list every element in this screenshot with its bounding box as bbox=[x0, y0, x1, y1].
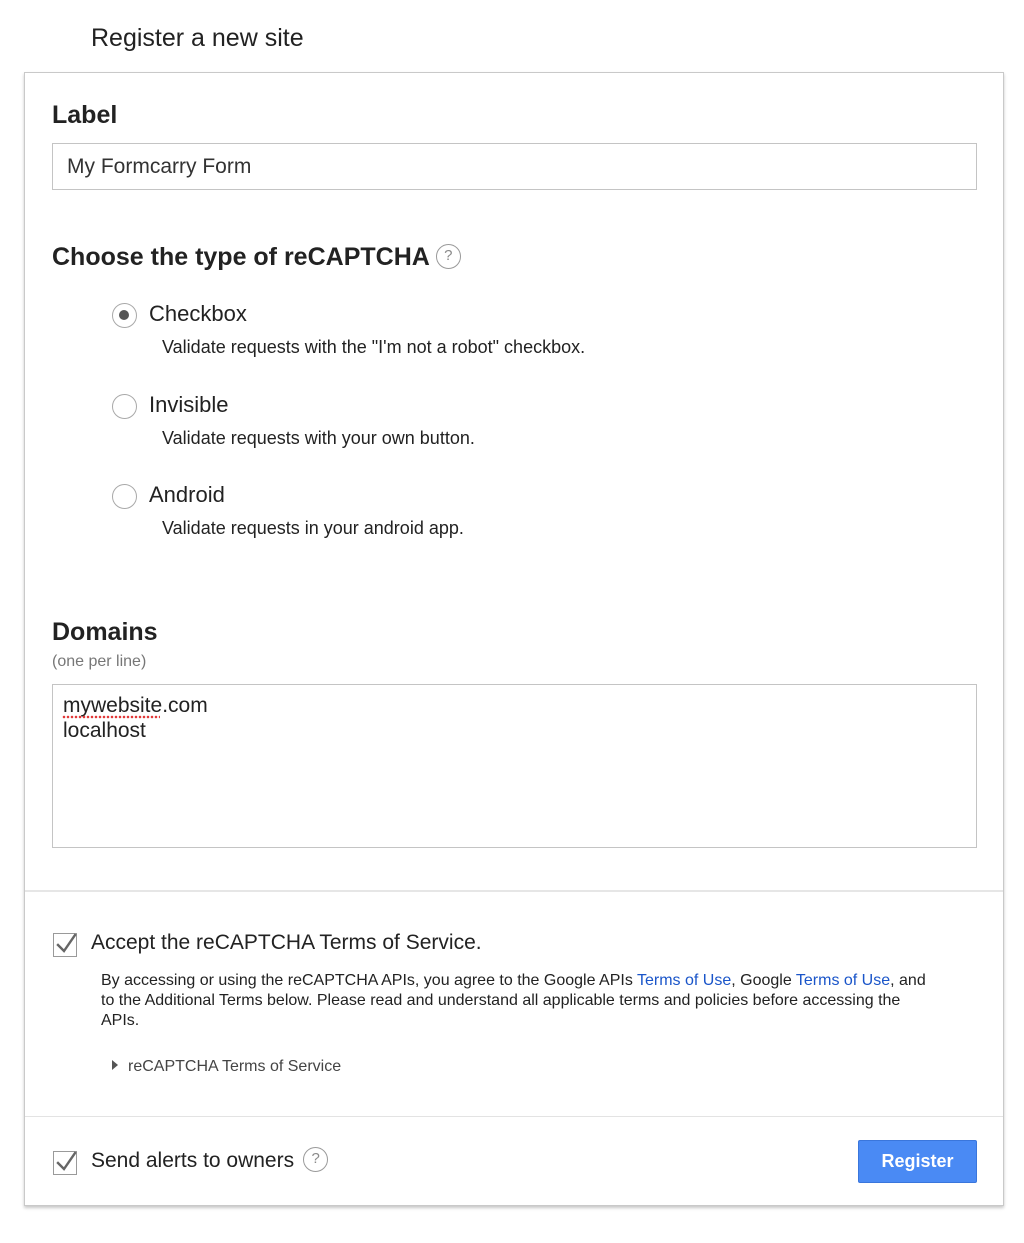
radio-desc-invisible: Validate requests with your own button. bbox=[162, 428, 475, 448]
alerts-label bbox=[91, 1149, 328, 1174]
label-input[interactable] bbox=[52, 143, 977, 190]
terms-disclosure-label: reCAPTCHA Terms of Service bbox=[128, 1058, 342, 1075]
domains-heading: Domains bbox=[52, 618, 158, 646]
alerts-label-text: Send alerts to owners bbox=[91, 1149, 295, 1173]
registration-form bbox=[24, 72, 1004, 1206]
radio-desc-checkbox: Validate requests with the "I'm not a robot" checkbox. bbox=[162, 337, 586, 357]
terms-text-part3: , and to the Additional Terms below. Please read and understand all applicable terms and policies before accessing the APIs. bbox=[101, 972, 926, 1029]
radio-option-invisible[interactable] bbox=[112, 392, 712, 462]
section-divider bbox=[25, 890, 1003, 892]
label-heading: Label bbox=[52, 101, 118, 129]
terms-text-part1: By accessing or using the reCAPTCHA APIs, you agree to the Google APIs bbox=[101, 972, 637, 989]
recaptcha-type-heading-text: Choose the type of reCAPTCHA bbox=[52, 243, 430, 271]
domains-textarea[interactable] bbox=[52, 684, 977, 848]
terms-text-part2: , Google bbox=[731, 972, 796, 989]
checkmark-icon bbox=[55, 932, 77, 956]
radio-desc-android: Validate requests in your android app. bbox=[162, 518, 464, 538]
radio-button-android[interactable] bbox=[112, 484, 137, 509]
radio-button-checkbox[interactable] bbox=[112, 303, 137, 328]
terms-checkbox[interactable] bbox=[53, 933, 77, 957]
domains-hint: (one per line) bbox=[52, 653, 147, 670]
terms-disclosure[interactable] bbox=[112, 1058, 341, 1076]
help-icon[interactable]: ? bbox=[436, 244, 461, 269]
page-title: Register a new site bbox=[91, 24, 304, 52]
terms-text bbox=[101, 971, 931, 1031]
checkmark-icon bbox=[55, 1150, 77, 1174]
radio-title-invisible: Invisible bbox=[149, 392, 229, 417]
radio-option-checkbox[interactable] bbox=[112, 301, 712, 371]
radio-title-android: Android bbox=[149, 482, 225, 507]
footer-divider bbox=[25, 1116, 1003, 1117]
recaptcha-type-heading bbox=[52, 243, 461, 272]
terms-label: Accept the reCAPTCHA Terms of Service. bbox=[91, 931, 482, 954]
radio-option-android[interactable] bbox=[112, 482, 712, 552]
alerts-checkbox[interactable] bbox=[53, 1151, 77, 1175]
google-terms-link[interactable]: Terms of Use bbox=[795, 972, 891, 989]
radio-button-invisible[interactable] bbox=[112, 394, 137, 419]
spellcheck-underline bbox=[62, 715, 160, 719]
radio-title-checkbox: Checkbox bbox=[149, 301, 247, 326]
register-button[interactable]: Register bbox=[858, 1140, 977, 1183]
triangle-right-icon bbox=[112, 1060, 118, 1070]
google-apis-terms-link[interactable]: Terms of Use bbox=[637, 972, 732, 989]
help-icon[interactable]: ? bbox=[303, 1147, 328, 1172]
